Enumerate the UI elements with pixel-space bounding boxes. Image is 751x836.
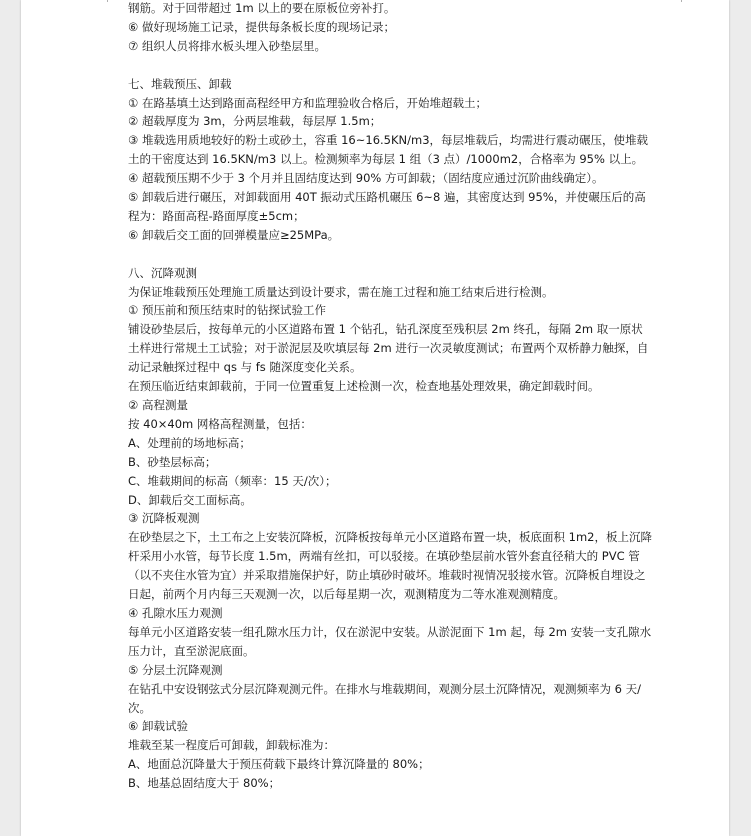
paragraph-line: ⑤ 分层土沉降观测	[128, 662, 223, 677]
paragraph-line: ④ 超载预压期不少于 3 个月并且固结度达到 90% 方可卸载；（固结度应通过沉阶曲线确定）。	[128, 171, 604, 186]
paragraph-line: ⑥ 卸载试验	[128, 719, 188, 734]
paragraph-line: ⑥ 卸载后交工面的回弹模量应≥25MPa。	[128, 227, 340, 242]
paragraph-line: 在钻孔中安设钢弦式分层沉降观测元件。在排水与堆载期间，观测分层土沉降情况，观测频率为 6 天/次。	[128, 681, 641, 715]
paragraph-line: D、卸载后交工面标高。	[128, 492, 252, 507]
paragraph-line: A、处理前的场地标高；	[128, 435, 251, 450]
document-page	[21, 0, 729, 836]
paragraph-line: ③ 堆载选用质地较好的粉土或砂土，容重 16~16.5KN/m3，每层堆载后，均需进行震动碾压，使堆载土的干密度达到 16.5KN/m3 以上。检测频率为每层 1 组（3 点）/1000m2，合格率为 95% 以上。	[128, 133, 649, 167]
paragraph-line: 钢筋。对于回带超过 1m 以上的要在原板位旁补打。	[128, 1, 396, 15]
paragraph-line: ③ 沉降板观测	[128, 511, 200, 526]
document-body	[128, 0, 653, 793]
paragraph-line: 堆载至某一程度后可卸载，卸载标准为：	[128, 738, 335, 753]
paragraph-line: C、堆载期间的标高（频率：15 天/次）；	[128, 473, 337, 488]
paragraph-line: 在砂垫层之下，土工布之上安装沉降板，沉降板按每单元小区道路布置一块，板底面积 1m2，板上沉降杆采用小水管，每节长度 1.5m，两端有丝扣，可以驳接。在填砂垫层前水管外套直径稍大的 PVC 管（以不夹住水管为宜）并采取措施保护好，防止填砂时破坏。堆载时视情况驳接水管。沉降板自埋设之日起，前两个月内每三天观测一次，以后每星期一次，观测精度为二等水准观测精度。	[128, 530, 652, 602]
paragraph-line: B、砂垫层标高；	[128, 454, 217, 469]
paragraph-line: 为保证堆载预压处理施工质量达到设计要求，需在施工过程和施工结束后进行检测。	[128, 284, 554, 299]
paragraph-line: ⑥ 做好现场施工记录，提供每条板长度的现场记录；	[128, 19, 395, 34]
paragraph-line: 按 40×40m 网格高程测量，包括：	[128, 416, 312, 431]
paragraph-line: ① 预压前和预压结束时的钻探试验工作	[128, 303, 326, 318]
blank-line	[128, 245, 653, 264]
paragraph-line: ② 高程测量	[128, 398, 188, 412]
paragraph-line: ⑤ 卸载后进行碾压，对卸载面用 40T 振动式压路机碾压 6~8 遍，其密度达到 95%，并使碾压后的高程为：路面高程-路面厚度±5cm；	[128, 190, 646, 223]
paragraph-line: 七、堆载预压、卸载	[128, 76, 232, 91]
blank-line	[128, 56, 653, 75]
paragraph-line: ④ 孔隙水压力观测	[128, 605, 223, 620]
paragraph-line: ⑦ 组织人员将排水板头埋入砂垫层里。	[128, 38, 326, 53]
paragraph-line: ① 在路基填土达到路面高程经甲方和监理验收合格后，开始堆超载土；	[128, 95, 487, 110]
paragraph-line: 每单元小区道路安装一组孔隙水压力计，仅在淤泥中安装。从淤泥面下 1m 起，每 2m 安装一支孔隙水压力计，直至淤泥底面。	[128, 624, 652, 658]
paragraph-line: B、地基总固结度大于 80%；	[128, 776, 281, 791]
paragraph-line: 铺设砂垫层后，按每单元的小区道路布置 1 个钻孔，钻孔深度至残积层 2m 终孔，每隔 2m 取一原状土样进行常规土工试验；对于淤泥层及吹填层每 2m 进行一次灵敏度测试；布置两个双桥静力触探，自动记录触探过程中 qs 与 fs 随深度变化关系。	[128, 322, 649, 375]
paragraph-line: A、地面总沉降量大于预压荷载下最终计算沉降量的 80%；	[128, 757, 430, 772]
paragraph-line: ② 超载厚度为 3m，分两层堆载，每层厚 1.5m；	[128, 114, 382, 129]
paragraph-line: 在预压临近结束卸载前，于同一位置重复上述检测一次，检查地基处理效果，确定卸载时间。	[128, 379, 600, 394]
paragraph-line: 八、沉降观测	[128, 265, 197, 280]
